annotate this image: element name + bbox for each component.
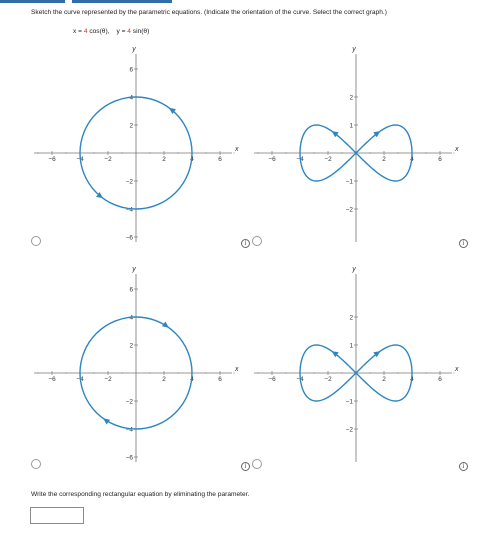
x-tick-label: −4 — [296, 156, 304, 163]
x-tick-label: −4 — [296, 376, 304, 383]
y-tick-label: 1 — [349, 122, 353, 130]
y-tick-label: 2 — [129, 342, 133, 350]
x-tick-label: 6 — [218, 156, 222, 163]
x-tick-label: −2 — [104, 156, 112, 163]
x-tick-label: −4 — [76, 376, 84, 383]
y-tick-label: 6 — [129, 66, 133, 74]
y-tick-label: 6 — [129, 286, 133, 294]
tab-indicator-2[interactable] — [72, 0, 172, 3]
option-d-info-icon[interactable]: i — [459, 462, 468, 471]
x-tick-label: −6 — [48, 376, 56, 383]
rectangular-equation-input[interactable] — [30, 507, 84, 524]
x-tick-label: 2 — [162, 376, 166, 383]
graph-option-a — [32, 44, 246, 246]
x-equation: x = 4 cos(θ), — [73, 28, 110, 35]
y-axis-label: y — [132, 46, 136, 53]
y-tick-label: 2 — [349, 94, 353, 102]
y-axis-label: y — [352, 46, 356, 53]
x-tick-label: 2 — [162, 156, 166, 163]
y-tick-label: −6 — [125, 234, 133, 242]
option-c-info-icon[interactable]: i — [241, 462, 250, 471]
graph-option-c — [32, 264, 246, 466]
parametric-equations — [73, 28, 149, 35]
y-tick-label: 1 — [349, 342, 353, 350]
graph-option-b — [252, 44, 466, 246]
y-tick-label: −2 — [125, 398, 133, 406]
x-tick-label: −2 — [324, 376, 332, 383]
option-c-radio[interactable] — [31, 459, 41, 469]
y-tick-label: −2 — [345, 206, 353, 214]
y-tick-label: −4 — [125, 206, 133, 214]
y-tick-label: −4 — [125, 426, 133, 434]
y-tick-label: −1 — [345, 178, 353, 186]
y-tick-label: −2 — [345, 426, 353, 434]
y-tick-label: −1 — [345, 398, 353, 406]
y-tick-label: −2 — [125, 178, 133, 186]
x-tick-label: −4 — [76, 156, 84, 163]
y-tick-label: 4 — [129, 314, 133, 322]
y-axis-label: y — [132, 266, 136, 273]
x-tick-label: 2 — [382, 376, 386, 383]
x-axis-label: x — [235, 146, 239, 153]
x-tick-label: −2 — [104, 376, 112, 383]
question-prompt: Sketch the curve represented by the parametric equations. (Indicate the orientation of the curve. Select the correct graph.) — [31, 9, 387, 16]
x-tick-label: −6 — [48, 156, 56, 163]
x-axis-label: x — [455, 366, 459, 373]
x-tick-label: 4 — [410, 376, 414, 383]
y-equation: y = 4 sin(θ) — [116, 28, 150, 35]
rectangular-equation-prompt: Write the corresponding rectangular equation by eliminating the parameter. — [31, 491, 250, 498]
y-tick-label: 2 — [129, 122, 133, 130]
option-d-radio[interactable] — [252, 459, 262, 469]
x-axis-label: x — [455, 146, 459, 153]
x-tick-label: 6 — [438, 156, 442, 163]
x-tick-label: −2 — [324, 156, 332, 163]
y-tick-label: −6 — [125, 454, 133, 462]
x-tick-label: −6 — [268, 376, 276, 383]
x-tick-label: −6 — [268, 156, 276, 163]
y-axis-label: y — [352, 266, 356, 273]
option-b-radio[interactable] — [252, 236, 262, 246]
x-axis-label: x — [235, 366, 239, 373]
x-tick-label: 4 — [190, 156, 194, 163]
x-tick-label: 2 — [382, 156, 386, 163]
x-tick-label: 6 — [218, 376, 222, 383]
option-a-radio[interactable] — [31, 236, 41, 246]
tab-indicator-1[interactable] — [0, 0, 65, 3]
x-tick-label: 6 — [438, 376, 442, 383]
option-b-info-icon[interactable]: i — [459, 239, 468, 248]
x-tick-label: 4 — [410, 156, 414, 163]
graph-option-d — [252, 264, 466, 466]
x-tick-label: 4 — [190, 376, 194, 383]
top-tab-strip — [0, 0, 482, 3]
y-tick-label: 2 — [349, 314, 353, 322]
y-tick-label: 4 — [129, 94, 133, 102]
option-a-info-icon[interactable]: i — [241, 239, 250, 248]
